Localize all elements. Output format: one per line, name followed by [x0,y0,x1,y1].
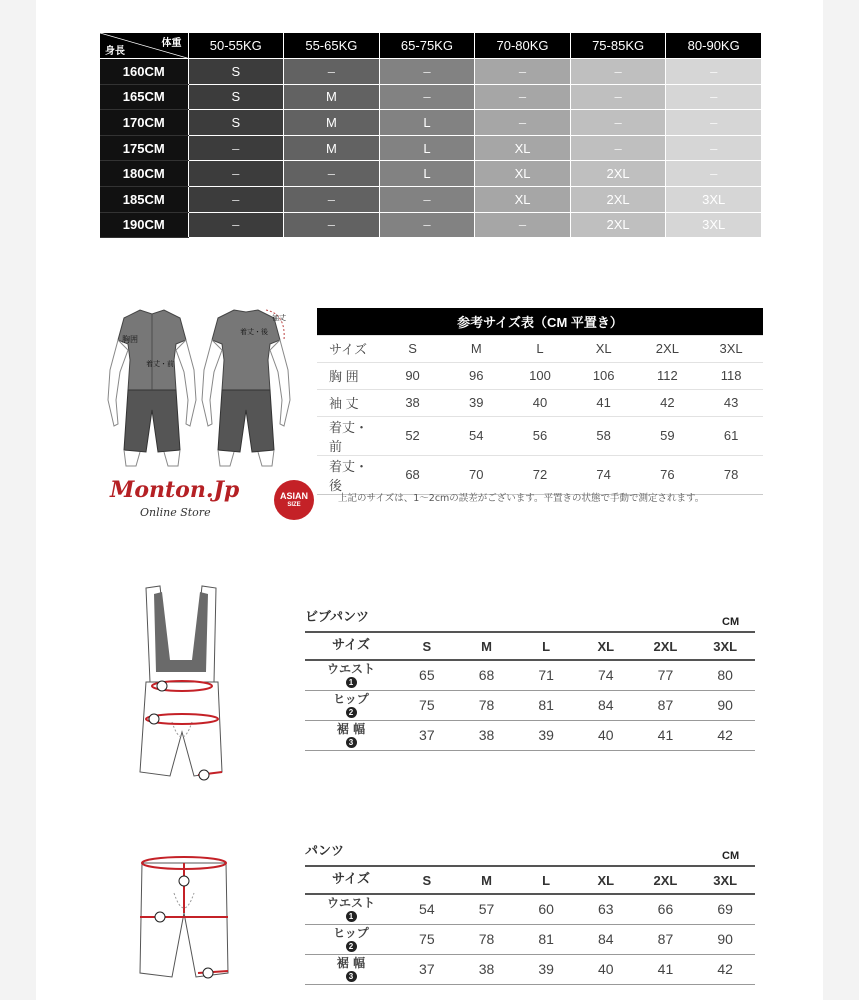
pants-value-cell: 37 [397,954,457,984]
jersey-value-cell: 54 [444,416,508,455]
corner-height-label: 身長 [105,46,125,58]
pants-size-table [305,865,755,985]
weight-column-header: 70-80KG [475,33,571,59]
corner-weight-label: 体重 [161,38,182,49]
jersey-table-title: 参考サイズ表（CM 平置き） [317,308,763,335]
jersey-value-cell: 100 [508,362,572,389]
measurement-note: 上記のサイズは、1〜2cmの誤差がございます。平置きの状態で手動で測定されます。 [338,493,705,504]
pants-row [305,894,755,924]
bib-value-cell: 75 [397,690,457,720]
pants-value-cell: 40 [576,954,636,984]
size-cell: S [188,110,284,136]
size-cell: 2XL [570,212,666,238]
bib-value-cell: 78 [457,690,517,720]
jersey-figure [100,300,300,470]
jersey-value-cell: 58 [572,416,636,455]
jersey-header-cell: 3XL [699,335,763,362]
weight-column-header: 75-85KG [570,33,666,59]
size-cell: – [379,59,475,85]
brand-subtitle: Online Store [140,506,211,519]
pants-value-cell: 54 [397,894,457,924]
jersey-value-cell: 74 [572,455,636,494]
pants-row-label [305,924,397,954]
measure-name: ヒップ [333,691,369,706]
jersey-value-cell: 56 [508,416,572,455]
sleeve-label: 袖丈 [272,314,286,322]
bib-header-row [305,632,755,660]
jersey-row-label: 胸 囲 [317,362,381,389]
size-cell: – [666,161,762,187]
pants-row-label [305,954,397,984]
size-cell: – [379,84,475,110]
jersey-value-cell: 90 [381,362,445,389]
size-cell: – [188,212,284,238]
height-label: 180CM [100,161,188,187]
bib-title: ビブパンツ [305,610,369,625]
measure-number-badge: 3 [346,971,357,982]
measure-name: ヒップ [333,925,369,940]
bib-value-cell: 42 [695,720,755,750]
bib-value-cell: 40 [576,720,636,750]
shorts-figure [136,853,232,983]
asian-size-badge [274,480,314,520]
height-label: 175CM [100,135,188,161]
pants-value-cell: 66 [636,894,696,924]
bib-header-cell: 2XL [636,632,696,660]
back-length-label: 着丈・後 [240,328,268,336]
pants-unit: CM [722,850,740,862]
jersey-row [317,389,763,416]
jersey-value-cell: 41 [572,389,636,416]
bib-value-cell: 37 [397,720,457,750]
bib-row-label [305,690,397,720]
badge-line1: ASIAN [279,491,308,501]
pants-value-cell: 39 [516,954,576,984]
size-cell: 3XL [666,212,762,238]
pants-value-cell: 87 [636,924,696,954]
size-cell: 2XL [570,161,666,187]
pants-title: パンツ [305,844,345,859]
weight-header-row [100,33,762,59]
jersey-value-cell: 76 [636,455,700,494]
size-cell: XL [475,187,571,213]
jersey-header-cell: XL [572,335,636,362]
size-cell: – [666,110,762,136]
pants-value-cell: 81 [516,924,576,954]
size-cell: XL [475,161,571,187]
measure-number-badge: 2 [346,707,357,718]
jersey-header-cell: サイズ [317,335,381,362]
size-cell: – [475,59,571,85]
height-label: 170CM [100,110,188,136]
jersey-front-illustration [108,310,196,466]
bib-size-table [305,631,755,751]
size-cell: – [475,110,571,136]
pants-row-label [305,894,397,924]
jersey-value-cell: 39 [444,389,508,416]
pants-value-cell: 38 [457,954,517,984]
size-cell: S [188,84,284,110]
jersey-row-label: 袖 丈 [317,389,381,416]
bib-value-cell: 41 [636,720,696,750]
size-cell: – [284,187,380,213]
size-cell: – [379,187,475,213]
height-row [100,212,762,238]
pants-row [305,954,755,984]
size-cell: – [188,161,284,187]
size-cell: M [284,135,380,161]
chart-corner [100,33,188,59]
jersey-row [317,362,763,389]
pants-header-cell: L [516,866,576,894]
weight-height-size-chart [100,33,762,238]
bib-header-cell: サイズ [305,632,397,660]
bib-value-cell: 65 [397,660,457,690]
size-cell: – [284,212,380,238]
jersey-row-label: 着丈・前 [317,416,381,455]
size-cell: L [379,110,475,136]
height-row [100,187,762,213]
measure-number-badge: 2 [346,941,357,952]
front-length-label: 着丈・前 [146,360,174,368]
height-label: 165CM [100,84,188,110]
height-row [100,110,762,136]
bib-value-cell: 77 [636,660,696,690]
bib-value-cell: 74 [576,660,636,690]
size-cell: – [284,59,380,85]
pants-value-cell: 75 [397,924,457,954]
pants-header-cell: 2XL [636,866,696,894]
bib-value-cell: 71 [516,660,576,690]
size-cell: – [666,59,762,85]
size-cell: 2XL [570,187,666,213]
bib-value-cell: 68 [457,660,517,690]
weight-column-header: 55-65KG [284,33,380,59]
jersey-value-cell: 96 [444,362,508,389]
pants-value-cell: 57 [457,894,517,924]
height-row [100,161,762,187]
size-cell: – [188,135,284,161]
size-cell: – [570,84,666,110]
bib-value-cell: 81 [516,690,576,720]
height-row [100,84,762,110]
measure-number-badge: 3 [346,737,357,748]
bib-header-cell: 3XL [695,632,755,660]
bib-value-cell: 39 [516,720,576,750]
pants-value-cell: 41 [636,954,696,984]
weight-column-header: 65-75KG [379,33,475,59]
jersey-value-cell: 52 [381,416,445,455]
jersey-header-cell: 2XL [636,335,700,362]
jersey-value-cell: 78 [699,455,763,494]
chest-label: 胸囲 [122,335,138,344]
jersey-row [317,455,763,494]
pants-value-cell: 42 [695,954,755,984]
bib-header-cell: M [457,632,517,660]
size-cell: – [475,212,571,238]
jersey-value-cell: 118 [699,362,763,389]
bib-row [305,720,755,750]
bib-value-cell: 38 [457,720,517,750]
size-cell: M [284,84,380,110]
size-cell: S [188,59,284,85]
pants-value-cell: 78 [457,924,517,954]
bib-row [305,660,755,690]
bib-unit: CM [722,616,740,628]
jersey-size-table [317,308,763,495]
size-cell: – [570,135,666,161]
size-cell: XL [475,135,571,161]
pants-value-cell: 60 [516,894,576,924]
bib-header-cell: S [397,632,457,660]
size-cell: 3XL [666,187,762,213]
weight-column-header: 80-90KG [666,33,762,59]
size-cell: – [570,110,666,136]
bib-row-label [305,660,397,690]
bib-shorts-figure [132,582,232,782]
jersey-value-cell: 59 [636,416,700,455]
bib-row-label [305,720,397,750]
measure-number-badge: 1 [346,911,357,922]
size-cell: – [666,84,762,110]
jersey-value-cell: 68 [381,455,445,494]
size-cell: – [570,59,666,85]
height-label: 190CM [100,212,188,238]
pants-header-cell: XL [576,866,636,894]
pants-row [305,924,755,954]
bib-row [305,690,755,720]
jersey-value-cell: 106 [572,362,636,389]
pants-value-cell: 69 [695,894,755,924]
jersey-value-cell: 72 [508,455,572,494]
height-label: 160CM [100,59,188,85]
jersey-value-cell: 40 [508,389,572,416]
jersey-value-cell: 38 [381,389,445,416]
size-cell: – [475,84,571,110]
pants-header-cell: 3XL [695,866,755,894]
jersey-header-row [317,335,763,362]
size-cell: – [188,187,284,213]
jersey-header-cell: S [381,335,445,362]
size-cell: M [284,110,380,136]
pants-header-cell: M [457,866,517,894]
bib-value-cell: 84 [576,690,636,720]
bib-header-cell: XL [576,632,636,660]
bib-header-cell: L [516,632,576,660]
badge-line2: SIZE [287,502,301,508]
measure-number-badge: 1 [346,677,357,688]
height-row [100,59,762,85]
pants-header-cell: サイズ [305,866,397,894]
jersey-value-cell: 43 [699,389,763,416]
weight-column-header: 50-55KG [188,33,284,59]
pants-value-cell: 84 [576,924,636,954]
measure-name: 裾 幅 [336,955,366,970]
height-row [100,135,762,161]
brand-logo: Monton.Jp [110,477,240,503]
jersey-header-cell: M [444,335,508,362]
size-cell: – [379,212,475,238]
jersey-row-label: 着丈・後 [317,455,381,494]
size-cell: L [379,135,475,161]
measure-name: ウエスト [326,895,375,910]
pants-value-cell: 90 [695,924,755,954]
jersey-value-cell: 112 [636,362,700,389]
size-cell: – [284,161,380,187]
height-label: 185CM [100,187,188,213]
jersey-value-cell: 61 [699,416,763,455]
measure-name: ウエスト [326,661,375,676]
bib-value-cell: 80 [695,660,755,690]
jersey-header-cell: L [508,335,572,362]
jersey-value-cell: 42 [636,389,700,416]
pants-header-row [305,866,755,894]
size-cell: L [379,161,475,187]
pants-value-cell: 63 [576,894,636,924]
bib-value-cell: 87 [636,690,696,720]
measure-name: 裾 幅 [336,721,366,736]
size-cell: – [666,135,762,161]
pants-header-cell: S [397,866,457,894]
jersey-value-cell: 70 [444,455,508,494]
jersey-row [317,416,763,455]
bib-value-cell: 90 [695,690,755,720]
